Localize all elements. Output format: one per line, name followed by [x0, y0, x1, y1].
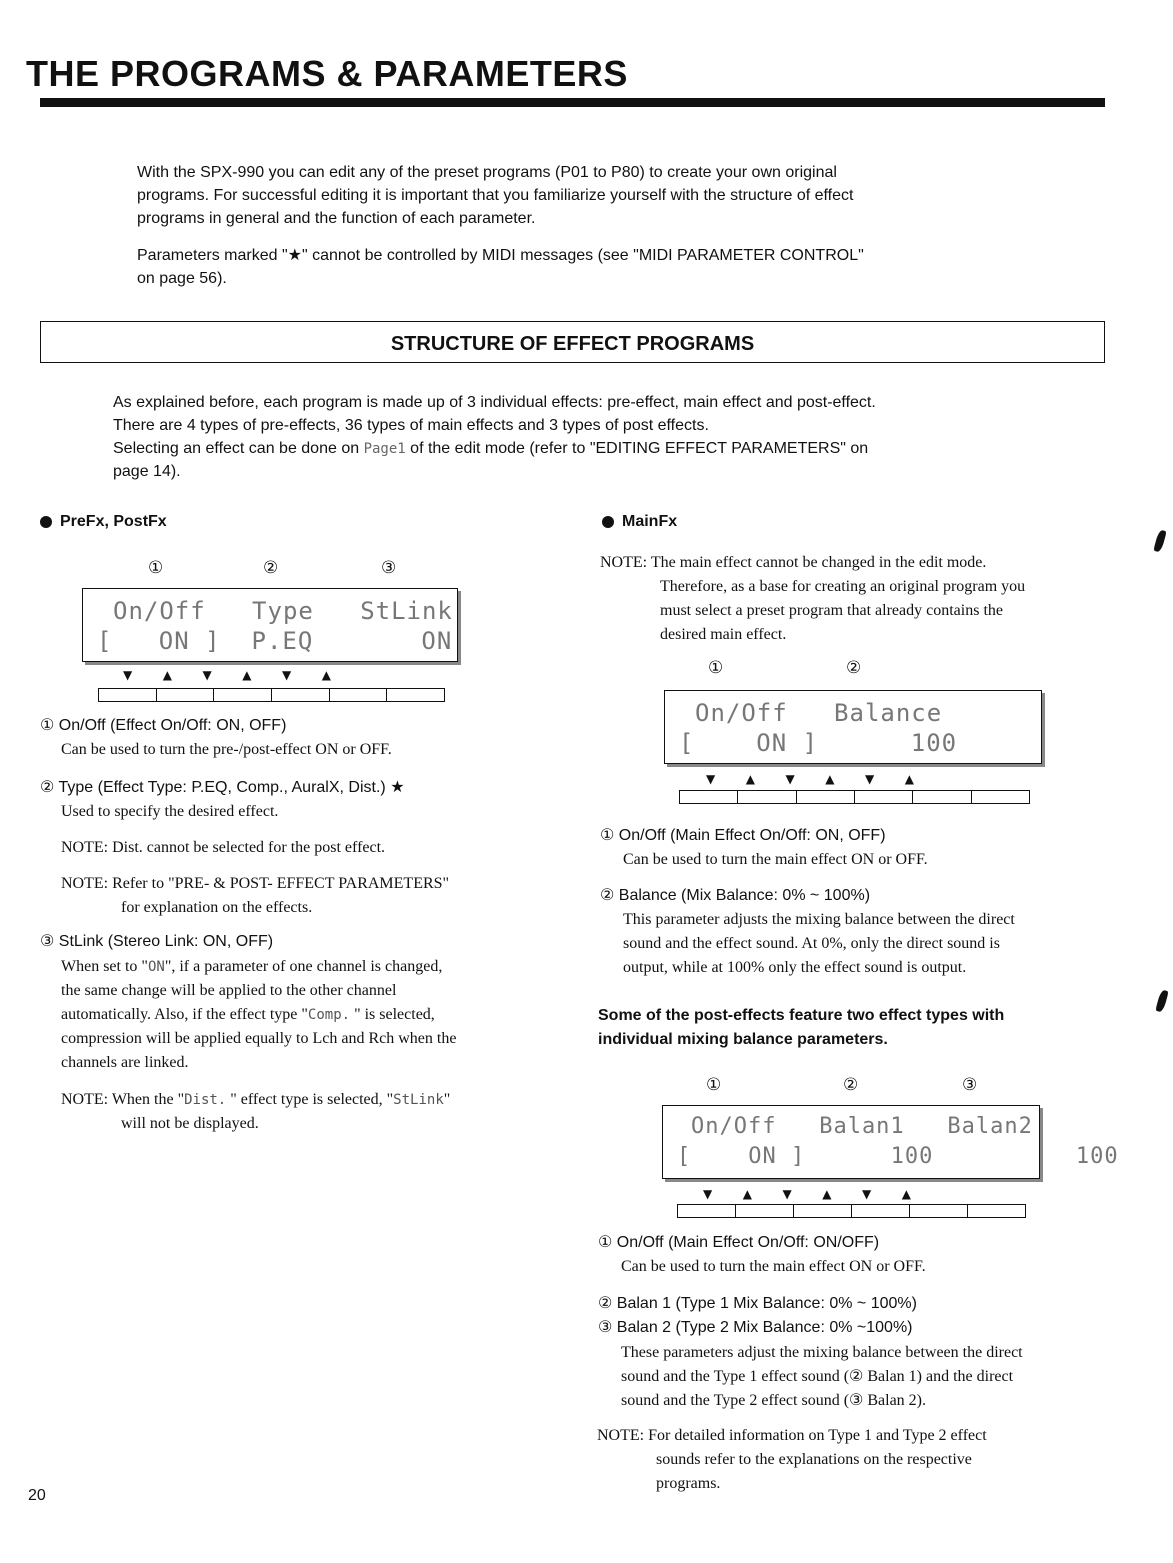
bullet-icon: [602, 516, 614, 528]
note: NOTE: The main effect cannot be changed in the edit mode.: [600, 554, 987, 571]
intro-line: programs. For successful editing it is important that you familiarize yourself with the structure of effect: [137, 187, 854, 204]
lcd-row: On/Off Type StLink: [113, 597, 453, 625]
lcd-word: ON: [147, 959, 165, 975]
param-desc: output, while at 100% only the effect sound is output.: [623, 959, 967, 976]
section-para: page 14).: [113, 463, 181, 480]
callout-2: ②: [263, 558, 279, 578]
param-title: ① On/Off (Main Effect On/Off: ON/OFF): [598, 1234, 880, 1251]
param-desc: This parameter adjusts the mixing balance between the direct: [623, 911, 1015, 928]
cursor-arrows: ▼ ▲ ▼ ▲ ▼ ▲: [123, 668, 331, 682]
lcd-row: [ ON ] P.EQ ON: [97, 627, 453, 655]
param-desc: sound and the effect sound. At 0%, only the direct sound is: [623, 935, 1000, 952]
param-title: ② Balan 1 (Type 1 Mix Balance: 0% ~ 100%): [598, 1295, 917, 1312]
cursor-arrows: ▼ ▲ ▼ ▲ ▼ ▲: [703, 1187, 911, 1201]
lcd-row: On/Off Balance: [695, 699, 943, 727]
lcd-row: [ ON ] 100 100: [677, 1144, 1119, 1169]
note: programs.: [656, 1475, 721, 1492]
lcd-row: [ ON ] 100: [679, 729, 958, 757]
post-lcd: [662, 1105, 1119, 1179]
param-desc: channels are linked.: [61, 1054, 189, 1071]
section-para: Selecting an effect can be done on Page1 of the edit mode (refer to "EDITING EFFECT PARAMETERS" on: [113, 440, 869, 457]
cursor-bar: [679, 790, 1030, 804]
callout-2: ②: [846, 658, 862, 678]
intro-line: on page 56).: [137, 270, 227, 287]
prefx-lcd: [82, 588, 458, 662]
note: sounds refer to the explanations on the respective: [656, 1451, 972, 1468]
title-rule: [40, 98, 1105, 107]
ink-mark: [1153, 529, 1166, 552]
note: NOTE: Refer to "PRE- & POST- EFFECT PARAMETERS": [61, 875, 450, 892]
lcd-word: Page1: [363, 441, 406, 457]
note: NOTE: For detailed information on Type 1 and Type 2 effect: [597, 1427, 987, 1444]
page-title: THE PROGRAMS & PARAMETERS: [26, 53, 628, 94]
note: for explanation on the effects.: [121, 899, 313, 916]
note: will not be displayed.: [121, 1115, 259, 1132]
note: desired main effect.: [660, 626, 787, 643]
bold-note: individual mixing balance parameters.: [598, 1031, 888, 1048]
section-para: There are 4 types of pre-effects, 36 types of main effects and 3 types of post effects.: [113, 417, 709, 434]
mainfx-heading: MainFx: [602, 513, 677, 531]
param-desc: compression will be applied equally to Lch and Rch when the: [61, 1030, 457, 1047]
param-desc: Used to specify the desired effect.: [61, 803, 279, 820]
callout-2: ②: [843, 1075, 859, 1095]
param-desc: automatically. Also, if the effect type "Comp. " is selected,: [61, 1006, 435, 1023]
param-title: ① On/Off (Main Effect On/Off: ON, OFF): [600, 827, 886, 844]
param-title: ② Balance (Mix Balance: 0% ~ 100%): [600, 887, 871, 904]
cursor-bar: [98, 688, 445, 702]
cursor-arrows: ▼ ▲ ▼ ▲ ▼ ▲: [706, 772, 914, 786]
cursor-bar: [677, 1204, 1026, 1218]
section-header-box: [40, 321, 1105, 363]
param-title: ③ Balan 2 (Type 2 Mix Balance: 0% ~100%): [598, 1319, 913, 1336]
param-title: ③ StLink (Stereo Link: ON, OFF): [40, 933, 274, 950]
section-para: As explained before, each program is made up of 3 individual effects: pre-effect, main effect and post-effect.: [113, 394, 876, 411]
lcd-word: Comp.: [307, 1007, 351, 1023]
bold-note: Some of the post-effects feature two effect types with: [598, 1007, 1005, 1024]
note: Therefore, as a base for creating an original program you: [660, 578, 1026, 595]
page-number: 20: [28, 1487, 46, 1504]
intro-line: programs in general and the function of each parameter.: [137, 210, 536, 227]
param-desc: Can be used to turn the main effect ON or OFF.: [623, 851, 928, 868]
section-title: STRUCTURE OF EFFECT PROGRAMS: [390, 333, 755, 355]
intro-line: Parameters marked "★" cannot be controlled by MIDI messages (see "MIDI PARAMETER CONTROL": [137, 247, 864, 264]
callout-3: ③: [381, 558, 397, 578]
param-desc: sound and the Type 1 effect sound (② Balan 1) and the direct: [621, 1368, 1014, 1385]
param-desc: sound and the Type 2 effect sound (③ Balan 2).: [621, 1392, 927, 1409]
intro-line: With the SPX-990 you can edit any of the preset programs (P01 to P80) to create your own original: [137, 164, 837, 181]
prefx-heading: PreFx, PostFx: [40, 513, 167, 531]
bullet-icon: [40, 516, 52, 528]
lcd-row: On/Off Balan1 Balan2: [691, 1114, 1033, 1139]
note: NOTE: Dist. cannot be selected for the post effect.: [61, 839, 386, 856]
callout-1: ①: [706, 1075, 722, 1095]
param-desc: the same change will be applied to the other channel: [61, 982, 397, 999]
param-title: ② Type (Effect Type: P.EQ, Comp., AuralX, Dist.) ★: [40, 779, 405, 796]
param-desc: When set to "ON", if a parameter of one channel is changed,: [61, 958, 443, 975]
param-desc: These parameters adjust the mixing balance between the direct: [621, 1344, 1023, 1361]
ink-mark: [1155, 989, 1168, 1012]
lcd-word: Dist.: [184, 1092, 227, 1108]
note: NOTE: When the "Dist. " effect type is selected, "StLink": [61, 1091, 451, 1108]
param-desc: Can be used to turn the pre-/post-effect ON or OFF.: [61, 741, 392, 758]
param-title: ① On/Off (Effect On/Off: ON, OFF): [40, 717, 287, 734]
callout-1: ①: [148, 558, 164, 578]
callout-1: ①: [708, 658, 724, 678]
mainfx-lcd: [664, 690, 1042, 764]
param-desc: Can be used to turn the main effect ON or OFF.: [621, 1258, 926, 1275]
note: must select a preset program that already contains the: [660, 602, 1003, 619]
callout-3: ③: [962, 1075, 978, 1095]
lcd-word: StLink: [393, 1092, 444, 1108]
